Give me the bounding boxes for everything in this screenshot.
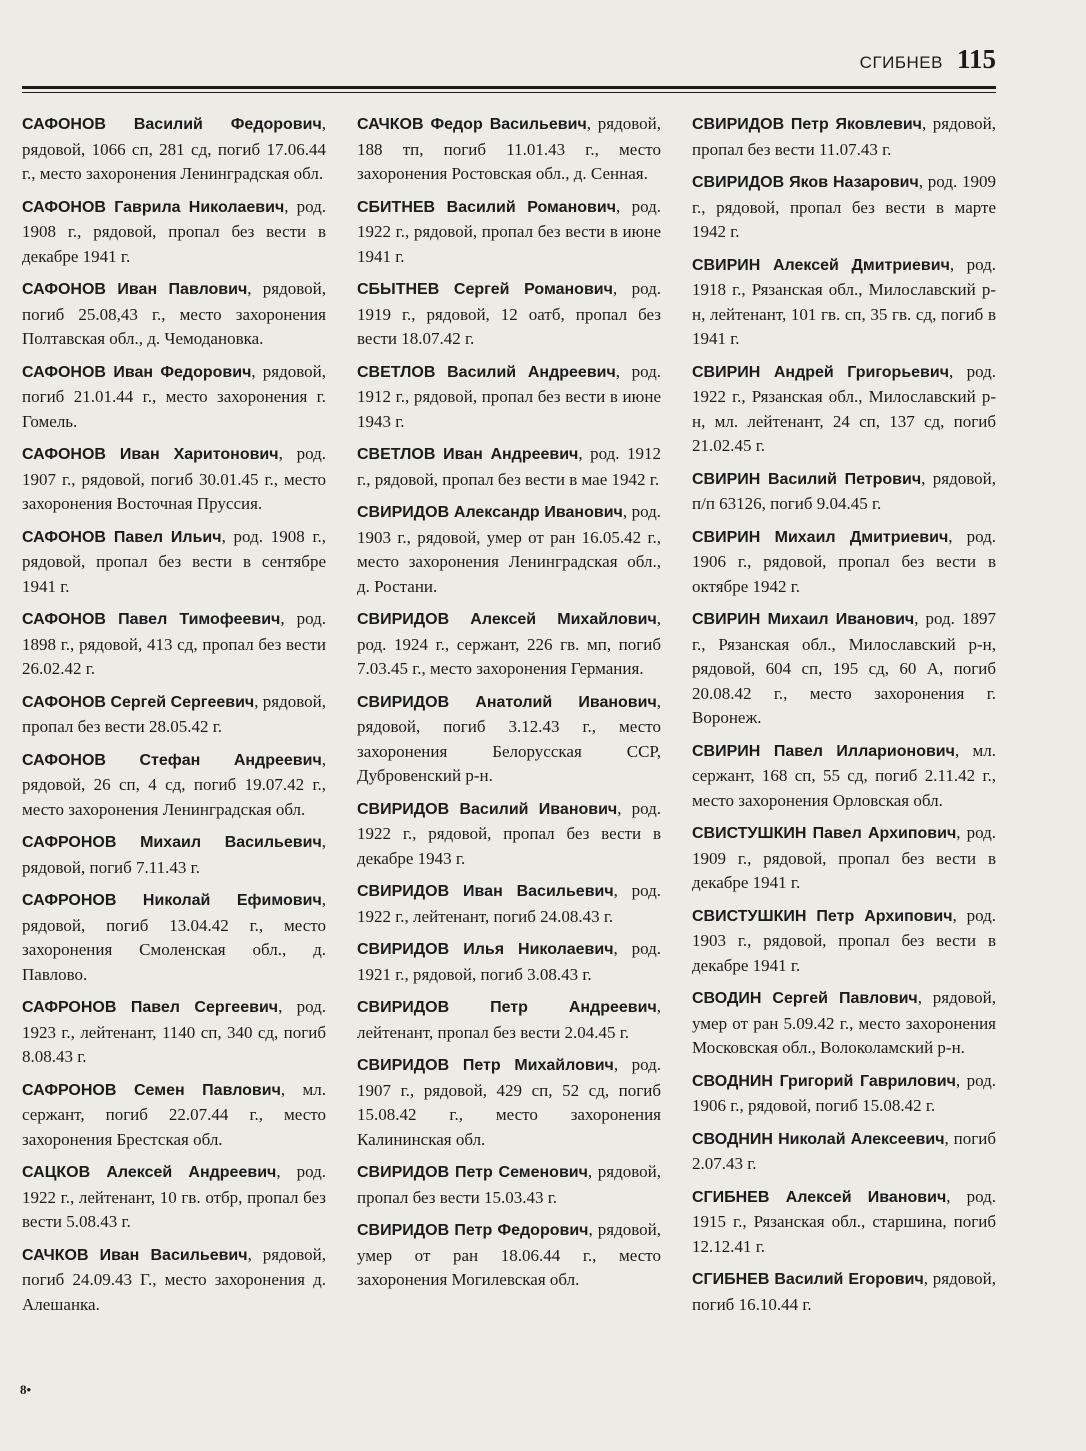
entry-name: САФОНОВ Павел Тимофеевич: [22, 611, 281, 628]
entry-name: СВИРИН Андрей Григорьевич: [692, 363, 950, 381]
entry-name: САФОНОВ Сергей Сергеевич: [22, 693, 255, 711]
page-header: [860, 44, 996, 75]
entry: [22, 277, 326, 352]
entry: [692, 112, 996, 162]
entry-name: СВИРИДОВ Петр Михайлович: [357, 1057, 614, 1074]
entry: [357, 442, 661, 492]
entry-name: СВИРИДОВ Петр Семенович: [357, 1164, 588, 1181]
entry-name: СВИРИДОВ Петр Андреевич: [357, 999, 657, 1016]
entry-name: СВИСТУШКИН Петр Архипович: [692, 907, 953, 925]
entry-details: , род. 1915 г., Рязанская обл., старшина, погиб 12.12.41 г.: [692, 1186, 996, 1256]
entry-details: , рядовой, умер от ран 5.09.42 г., место захоронения Московская обл., Волоколамский р-н.: [692, 988, 996, 1057]
entry: [22, 1243, 326, 1318]
entry: [692, 170, 996, 245]
entry: [22, 690, 326, 740]
entry-name: СВИРИДОВ Петр Федорович: [357, 1222, 589, 1239]
entry-name: СВОДИН Сергей Павлович: [692, 990, 918, 1007]
signature-mark: 8•: [20, 1382, 32, 1397]
entry: [22, 112, 326, 187]
entry-name: СВЕТЛОВ Василий Андреевич: [357, 363, 616, 381]
entry: [357, 1218, 661, 1293]
entry: [357, 797, 661, 872]
entry: [692, 525, 996, 600]
entry: [357, 360, 661, 435]
entry: [22, 1160, 326, 1235]
entry-name: САФРОНОВ Семен Павлович: [22, 1081, 281, 1099]
entry: [22, 360, 326, 435]
entry-details: , рядовой, погиб 21.01.44 г., место захоронения г. Гомель.: [22, 361, 326, 431]
entry: [22, 1078, 326, 1153]
entry: [357, 937, 661, 987]
entry-details: , род. 1921 г., рядовой, погиб 3.08.43 г.: [357, 939, 661, 984]
entry-details: , род. 1922 г., Рязанская обл., Милославский р-н, мл. лейтенант, 24 сп, 137 сд, погиб 21.02.45 г.: [692, 361, 996, 455]
entry-details: , род. 1903 г., рядовой, умер от ран 16.05.42 г., место захоронения Ленинградская обл., д. Ростани.: [357, 502, 661, 596]
entry-details: , мл. сержант, 168 сп, 55 сд, погиб 2.11.42 г., место захоронения Орловская обл.: [692, 740, 996, 810]
column-2: [357, 112, 661, 1325]
entry-name: САФОНОВ Гаврила Николаевич: [22, 198, 285, 216]
entry-name: СВИРИДОВ Алексей Михайлович: [357, 611, 657, 628]
entry-details: , род. 1912 г., рядовой, пропал без вести в июне 1943 г.: [357, 361, 661, 431]
entry-name: СВИРИДОВ Василий Иванович: [357, 800, 618, 818]
entry-name: СВИРИН Михаил Дмитриевич: [692, 528, 949, 546]
entry-name: САЧКОВ Федор Васильевич: [357, 116, 587, 133]
entry: [357, 1160, 661, 1210]
entry-details: , рядовой, 188 тп, погиб 11.01.43 г., место захоронения Ростовская обл., д. Сенная.: [357, 114, 661, 183]
entry-details: , рядовой, погиб 3.12.43 г., место захоронения Белорусская ССР, Дубровенский р-н.: [357, 691, 661, 785]
entry: [357, 277, 661, 352]
entry: [692, 904, 996, 979]
entry-details: , рядовой, умер от ран 18.06.44 г., место захоронения Могилевская обл.: [357, 1220, 661, 1289]
entry-details: , род. 1898 г., рядовой, 413 сд, пропал без вести 26.02.42 г.: [22, 609, 326, 678]
entry-details: , род. 1924 г., сержант, 226 гв. мп, погиб 7.03.45 г., место захоронения Германия.: [357, 609, 661, 678]
entry-name: СВОДНИН Николай Алексеевич: [692, 1130, 945, 1148]
entry-details: , род. 1912 г., рядовой, пропал без вести в мае 1942 г.: [357, 444, 661, 489]
entry-name: СВИРИН Алексей Дмитриевич: [692, 256, 950, 274]
entry-details: , род. 1922 г., рядовой, пропал без вести в декабре 1943 г.: [357, 798, 661, 868]
entry: [357, 690, 661, 789]
entry-name: САФРОНОВ Николай Ефимович: [22, 892, 322, 909]
entry-details: , род. 1909 г., рядовой, пропал без вести в декабре 1941 г.: [692, 823, 996, 892]
entry-name: СВИРИН Василий Петрович: [692, 470, 922, 488]
entry: [22, 995, 326, 1070]
entry-details: , рядовой, 1066 сп, 281 сд, погиб 17.06.44 г., место захоронения Ленинградская обл.: [22, 114, 326, 183]
header-rule: [22, 86, 996, 93]
entry: [692, 253, 996, 352]
entry: [22, 525, 326, 600]
entry-details: , род. 1907 г., рядовой, 429 сп, 52 сд, погиб 15.08.42 г., место захоронения Калининская обл.: [357, 1055, 661, 1149]
entry: [692, 986, 996, 1061]
entry: [692, 1127, 996, 1177]
entry: [22, 607, 326, 682]
entry-details: , рядовой, пропал без вести 15.03.43 г.: [357, 1162, 661, 1207]
running-head: СГИБНЕВ: [859, 53, 943, 72]
entry: [357, 879, 661, 929]
entry-details: , рядовой, пропал без вести 11.07.43 г.: [692, 114, 996, 159]
entry-details: , род. 1918 г., Рязанская обл., Милославский р-н, лейтенант, 101 гв. сп, 35 гв. сд, погиб в 1941 г.: [692, 254, 996, 348]
entry: [22, 830, 326, 880]
entry-name: САФОНОВ Иван Павлович: [22, 281, 248, 298]
entry: [692, 360, 996, 459]
entry-name: СВИРИН Павел Илларионович: [692, 742, 955, 760]
entry-details: , род. 1897 г., Рязанская обл., Милославский р-н, рядовой, 604 сп, 195 сд, 60 А, погиб 20.08.42 г., место захоронения г. Воронеж.: [692, 609, 996, 727]
entry-details: , род. 1919 г., рядовой, 12 оатб, пропал без вести 18.07.42 г.: [357, 279, 661, 348]
entry-name: САФРОНОВ Павел Сергеевич: [22, 999, 279, 1016]
entry-details: , рядовой, погиб 25.08,43 г., место захоронения Полтавская обл., д. Чемодановка.: [22, 279, 326, 348]
entry-details: , род. 1908 г., рядовой, пропал без вести в декабре 1941 г.: [22, 196, 326, 266]
entry-name: СВИРИДОВ Петр Яковлевич: [692, 116, 922, 133]
entry-name: СВИРИДОВ Александр Иванович: [357, 504, 623, 521]
entry: [692, 607, 996, 731]
entry-name: СВИСТУШКИН Павел Архипович: [692, 825, 957, 842]
entry-details: , рядовой, пропал без вести 28.05.42 г.: [22, 691, 326, 736]
entry-details: , рядовой, 26 сп, 4 сд, погиб 19.07.42 г., место захоронения Ленинградская обл.: [22, 749, 326, 819]
entry-name: САФОНОВ Василий Федорович: [22, 116, 322, 133]
entry-name: САФОНОВ Павел Ильич: [22, 528, 222, 546]
entry-name: СВИРИДОВ Яков Назарович: [692, 174, 919, 191]
column-3: [692, 112, 996, 1325]
entry-details: , род. 1909 г., рядовой, пропал без вести в марте 1942 г.: [692, 172, 996, 241]
entry: [692, 739, 996, 814]
entry-name: САЧКОВ Иван Васильевич: [22, 1246, 248, 1264]
entry: [692, 1185, 996, 1260]
entry-name: СГИБНЕВ Алексей Иванович: [692, 1188, 947, 1206]
entry-details: , мл. сержант, погиб 22.07.44 г., место захоронения Брестская обл.: [22, 1079, 326, 1149]
entry-name: СВИРИН Михаил Иванович: [692, 611, 915, 628]
entry-name: СВИРИДОВ Анатолий Иванович: [357, 693, 657, 711]
entry: [692, 1267, 996, 1317]
entry-details: , рядовой, погиб 16.10.44 г.: [692, 1269, 996, 1314]
entry: [22, 442, 326, 517]
entry-name: СГИБНЕВ Василий Егорович: [692, 1271, 924, 1288]
entry-name: СВИРИДОВ Иван Васильевич: [357, 883, 614, 900]
entry: [357, 112, 661, 187]
entry: [357, 195, 661, 270]
entry: [357, 607, 661, 682]
entry-details: , род. 1906 г., рядовой, пропал без вести в октябре 1942 г.: [692, 526, 996, 596]
entry: [692, 821, 996, 896]
entry-details: , рядовой, погиб 24.09.43 Г., место захоронения д. Алешанка.: [22, 1244, 327, 1314]
entry: [22, 888, 326, 987]
entry: [357, 500, 661, 599]
entry-details: , род. 1903 г., рядовой, пропал без вести в декабре 1941 г.: [692, 905, 996, 975]
entry-details: , род. 1922 г., рядовой, пропал без вести в июне 1941 г.: [357, 196, 661, 266]
entry-details: , рядовой, погиб 7.11.43 г.: [22, 832, 326, 877]
entry-name: СВЕТЛОВ Иван Андреевич: [357, 446, 579, 463]
entry-name: САФОНОВ Иван Харитонович: [22, 446, 279, 463]
entry: [692, 467, 996, 517]
entry-details: , род. 1923 г., лейтенант, 1140 сп, 340 сд, погиб 8.08.43 г.: [22, 997, 326, 1066]
page-number: 115: [956, 44, 996, 74]
entry-name: СВИРИДОВ Илья Николаевич: [357, 941, 614, 958]
entry: [357, 1053, 661, 1152]
entry-details: , род. 1922 г., лейтенант, погиб 24.08.43 г.: [357, 881, 661, 926]
entry-name: САФОНОВ Иван Федорович: [22, 363, 252, 381]
entry: [357, 995, 661, 1045]
entry-details: , лейтенант, пропал без вести 2.04.45 г.: [357, 997, 661, 1042]
entry-details: , погиб 2.07.43 г.: [692, 1128, 996, 1173]
entry-name: САФОНОВ Стефан Андреевич: [22, 751, 322, 769]
entry-details: , рядовой, п/п 63126, погиб 9.04.45 г.: [692, 468, 996, 513]
entry-name: САФРОНОВ Михаил Васильевич: [22, 834, 322, 851]
entry-name: СБЫТНЕВ Сергей Романович: [357, 281, 613, 298]
entry: [22, 195, 326, 270]
entry-name: СБИТНЕВ Василий Романович: [357, 198, 616, 216]
entry-details: , рядовой, погиб 13.04.42 г., место захоронения Смоленская обл., д. Павлово.: [22, 890, 326, 984]
entries-columns: [22, 112, 996, 1325]
entry-details: , род. 1922 г., лейтенант, 10 гв. отбр, пропал без вести 5.08.43 г.: [22, 1162, 326, 1231]
entry-details: , род. 1907 г., рядовой, погиб 30.01.45 г., место захоронения Восточная Пруссия.: [22, 444, 326, 513]
entry-details: , род. 1908 г., рядовой, пропал без вести в сентябре 1941 г.: [22, 526, 326, 596]
entry-details: , род. 1906 г., рядовой, погиб 15.08.42 г.: [692, 1070, 996, 1115]
entry: [22, 748, 326, 823]
entry-name: СВОДНИН Григорий Гаврилович: [692, 1072, 956, 1090]
column-1: [22, 112, 326, 1325]
entry: [692, 1069, 996, 1119]
entry-name: САЦКОВ Алексей Андреевич: [22, 1164, 277, 1181]
